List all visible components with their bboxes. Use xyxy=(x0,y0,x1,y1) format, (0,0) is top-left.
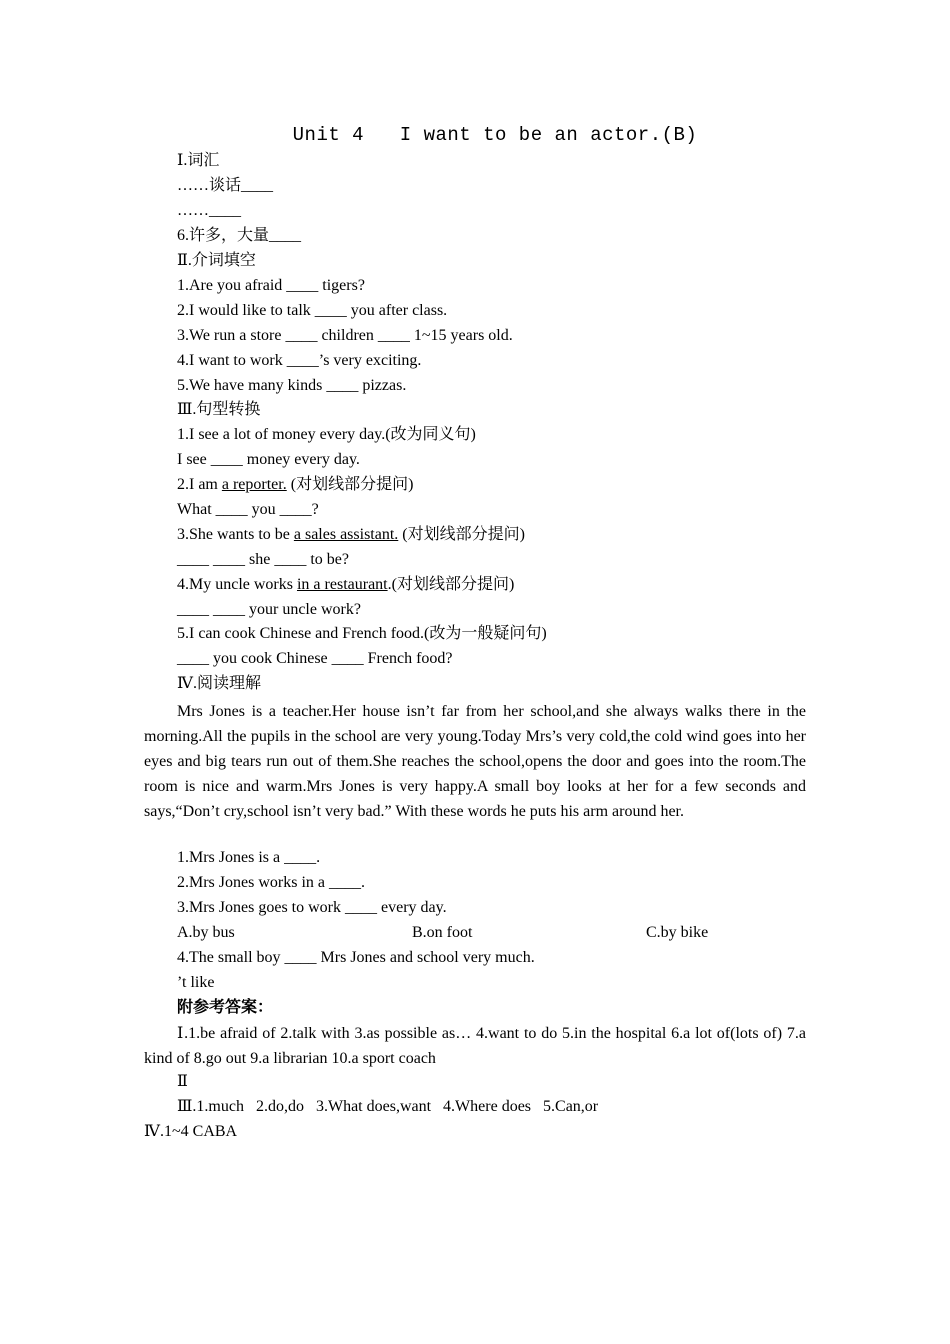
preposition-question: 2.I would like to talk ____ you after class. xyxy=(177,302,448,319)
page-title: Unit 4 I want to be an actor.(B) xyxy=(292,124,698,146)
underlined-phrase: a sales assistant. xyxy=(293,526,399,543)
transform-answer-line: ____ you cook Chinese ____ French food? xyxy=(177,650,453,667)
preposition-question: 1.Are you afraid ____ tigers? xyxy=(177,277,365,294)
option-fragment: ’t like xyxy=(177,974,215,991)
answers-part-1: Ⅰ.1.be afraid of 2.talk with 3.as possible as… 4.want to do 5.in the hospital 6.a lot of(lots of) 7.a kind of 8.go out 9.a librarian 10.a sport coach xyxy=(144,1025,806,1067)
question-text: 4.My uncle works xyxy=(177,576,297,593)
option-a: A.by bus xyxy=(177,924,235,941)
transform-answer-line: I see ____ money every day. xyxy=(177,451,360,468)
preposition-question: 4.I want to work ____’s very exciting. xyxy=(177,352,422,369)
answers-heading: 附参考答案： xyxy=(177,999,274,1016)
transform-question xyxy=(177,575,514,595)
answers-part-4: Ⅳ.1~4 CABA xyxy=(144,1123,238,1140)
transform-answer-line: ____ ____ your uncle work? xyxy=(177,601,361,618)
preposition-question: 5.We have many kinds ____ pizzas. xyxy=(177,377,407,394)
reading-question: 1.Mrs Jones is a ____. xyxy=(177,849,321,866)
vocab-line: ……____ xyxy=(177,202,241,219)
underlined-phrase: a reporter. xyxy=(221,476,287,493)
question-text: 2.I am xyxy=(177,476,222,493)
option-b: B.on foot xyxy=(412,924,473,941)
reading-question: 3.Mrs Jones goes to work ____ every day. xyxy=(177,899,447,916)
answers-part-2: Ⅱ xyxy=(177,1073,188,1090)
section-2-heading: Ⅱ.介词填空 xyxy=(177,252,256,269)
transform-answer-line: ____ ____ she ____ to be? xyxy=(177,551,349,568)
section-3-heading: Ⅲ.句型转换 xyxy=(177,401,261,418)
question-text: 3.She wants to be xyxy=(177,526,294,543)
transform-answer-line: What ____ you ____? xyxy=(177,501,319,518)
vocab-line: 6.许多，大量____ xyxy=(177,227,302,244)
answers-part-3: Ⅲ.1.much 2.do,do 3.What does,want 4.Where does 5.Can,or xyxy=(177,1098,599,1115)
reading-question: 4.The small boy ____ Mrs Jones and school very much. xyxy=(177,949,535,966)
transform-question: 1.I see a lot of money every day.(改为同义句) xyxy=(177,426,476,443)
question-instruction: (对划线部分提问) xyxy=(398,526,525,543)
underlined-phrase: in a restaurant xyxy=(296,576,388,593)
vocab-line: ……谈话____ xyxy=(177,177,274,194)
option-c: C.by bike xyxy=(646,924,709,941)
section-1-heading: Ⅰ.词汇 xyxy=(177,152,220,169)
reading-question: 2.Mrs Jones works in a ____. xyxy=(177,874,365,891)
preposition-question: 3.We run a store ____ children ____ 1~15 years old. xyxy=(177,327,513,344)
question-instruction: (对划线部分提问) xyxy=(286,476,414,493)
reading-passage: Mrs Jones is a teacher.Her house isn’t far from her school,and she always walks there in the morning.All the pupils in the school are very young.Today Mrs’s very cold,the cold wind goes into her eyes and big tears run out of them.She reaches the school,opens the door and goes into the room.The room is nice and warm.Mrs Jones is very happy.A small boy looks at her for a few seconds and says,“Don’t cry,school isn’t very bad.” With these words he puts his arm around her. xyxy=(144,703,806,820)
section-4-heading: Ⅳ.阅读理解 xyxy=(177,675,261,692)
question-instruction: .(对划线部分提问) xyxy=(387,576,515,593)
transform-question: 5.I can cook Chinese and French food.(改为一般疑问句) xyxy=(177,625,547,642)
transform-question xyxy=(177,475,413,495)
transform-question xyxy=(177,525,525,545)
